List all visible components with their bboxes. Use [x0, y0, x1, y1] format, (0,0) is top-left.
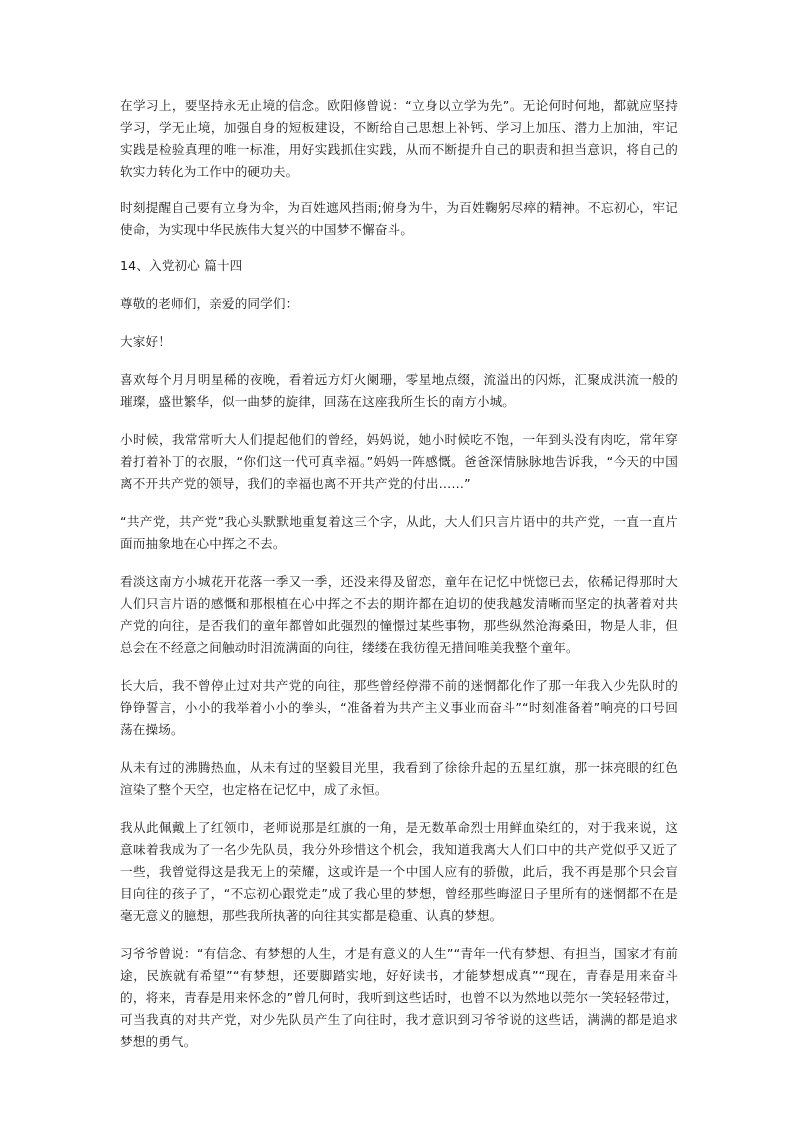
paragraph-greeting: 大家好！ [120, 334, 171, 349]
paragraph-party-echo: “共产党，共产党”我心头默默地重复着这三个字，从此，大人们只言片语中的共产党，一直一直片面而抽象地在心中挥之不去。 [120, 514, 678, 551]
paragraph-night-city: 喜欢每个月月明星稀的夜晚，看着远方灯火阑珊，零星地点缀，流溢出的闪烁，汇聚成洪流一般的璀璨，盛世繁华，似一曲梦的旋律，回荡在这座我所生长的南方小城。 [120, 372, 678, 409]
paragraph-pioneer-oath: 长大后，我不曾停止过对共产党的向往，那些曾经停滞不前的迷惘都化作了那一年我入少先队时的铮铮誓言，小小的我举着小小的拳头，“准备着为共产主义事业而奋斗”“时刻准备着”响亮的口号回荡在操场。 [120, 678, 678, 737]
paragraph-study-belief: 在学习上，要坚持永无止境的信念。欧阳修曾说：“立身以立学为先”。无论何时何地，都就应坚持学习，学无止境，加强自身的短板建设，不断给自己思想上补钙、学习上加压、潜力上加油，牢记实践是检验真理的唯一标准，用好实践抓住实践，从而不断提升自己的职责和担当意识，将自己的软实力转化为工作中的硬功夫。 [120, 98, 678, 179]
document-body [120, 95, 678, 1053]
paragraph-xi-quotes: 习爷爷曾说：“有信念、有梦想的人生，才是有意义的人生”“青年一代有梦想、有担当，国家才有前途，民族就有希望”“有梦想，还要脚踏实地，好好读书，才能梦想成真”“现在，青春是用来奋斗的，将来，青春是用来怀念的”曾几何时，我听到这些话时，也曾不以为然地以莞尔一笑轻轻带过，可当我真的对共产党，对少先队员产生了向往时，我才意识到习爷爷说的这些话，满满的都是追求梦想的勇气。 [120, 946, 678, 1049]
paragraph-childhood: 小时候，我常常听大人们提起他们的曾经，妈妈说，她小时候吃不饱，一年到头没有肉吃，常年穿着打着补丁的衣服，“你们这一代可真幸福。”妈妈一阵感慨。爸爸深情脉脉地告诉我，“今天的中国离不开共产党的领导，我们的幸福也离不开共产党的付出……” [120, 432, 678, 491]
section-heading: 14、入党初心 篇十四 [120, 258, 243, 273]
paragraph-serve-people: 时刻提醒自己要有立身为伞，为百姓遮风挡雨;俯身为牛，为百姓鞠躬尽瘁的精神。不忘初心，牢记使命，为实现中华民族伟大复兴的中国梦不懈奋斗。 [120, 200, 678, 237]
paragraph-red-flag: 从未有过的沸腾热血，从未有过的坚毅目光里，我看到了徐徐升起的五星红旗，那一抹亮眼的红色渲染了整个天空，也定格在记忆中，成了永恒。 [120, 760, 678, 797]
paragraph-red-scarf: 我从此佩戴上了红领巾，老师说那是红旗的一角，是无数革命烈士用鲜血染红的，对于我来说，这意味着我成为了一名少先队员，我分外珍惜这个机会，我知道我离大人们口中的共产党似乎又近了一些，我曾觉得这是我无上的荣耀，这或许是一个中国人应有的骄傲，此后，我不再是那个只会盲目向往的孩子了，“不忘初心跟党走”成了我心里的梦想，曾经那些晦涩日子里所有的迷惘都不在是毫无意义的臆想，那些我所执著的向往其实都是稳重、认真的梦想。 [120, 820, 678, 923]
paragraph-salutation: 尊敬的老师们，亲爱的同学们： [120, 296, 299, 311]
paragraph-seasons: 看淡这南方小城花开花落一季又一季，还没来得及留恋，童年在记忆中恍惚已去，依稀记得那时大人们只言片语的感慨和那根植在心中挥之不去的期许都在迫切的使我越发清晰而坚定的执著着对共产党的向往，是否我们的童年都曾如此强烈的憧憬过某些事物，那些纵然沧海桑田，物是人非，但总会在不经意之间触动时泪流满面的向往，缕缕在我彷徨无措间唯美我整个童年。 [120, 574, 678, 655]
